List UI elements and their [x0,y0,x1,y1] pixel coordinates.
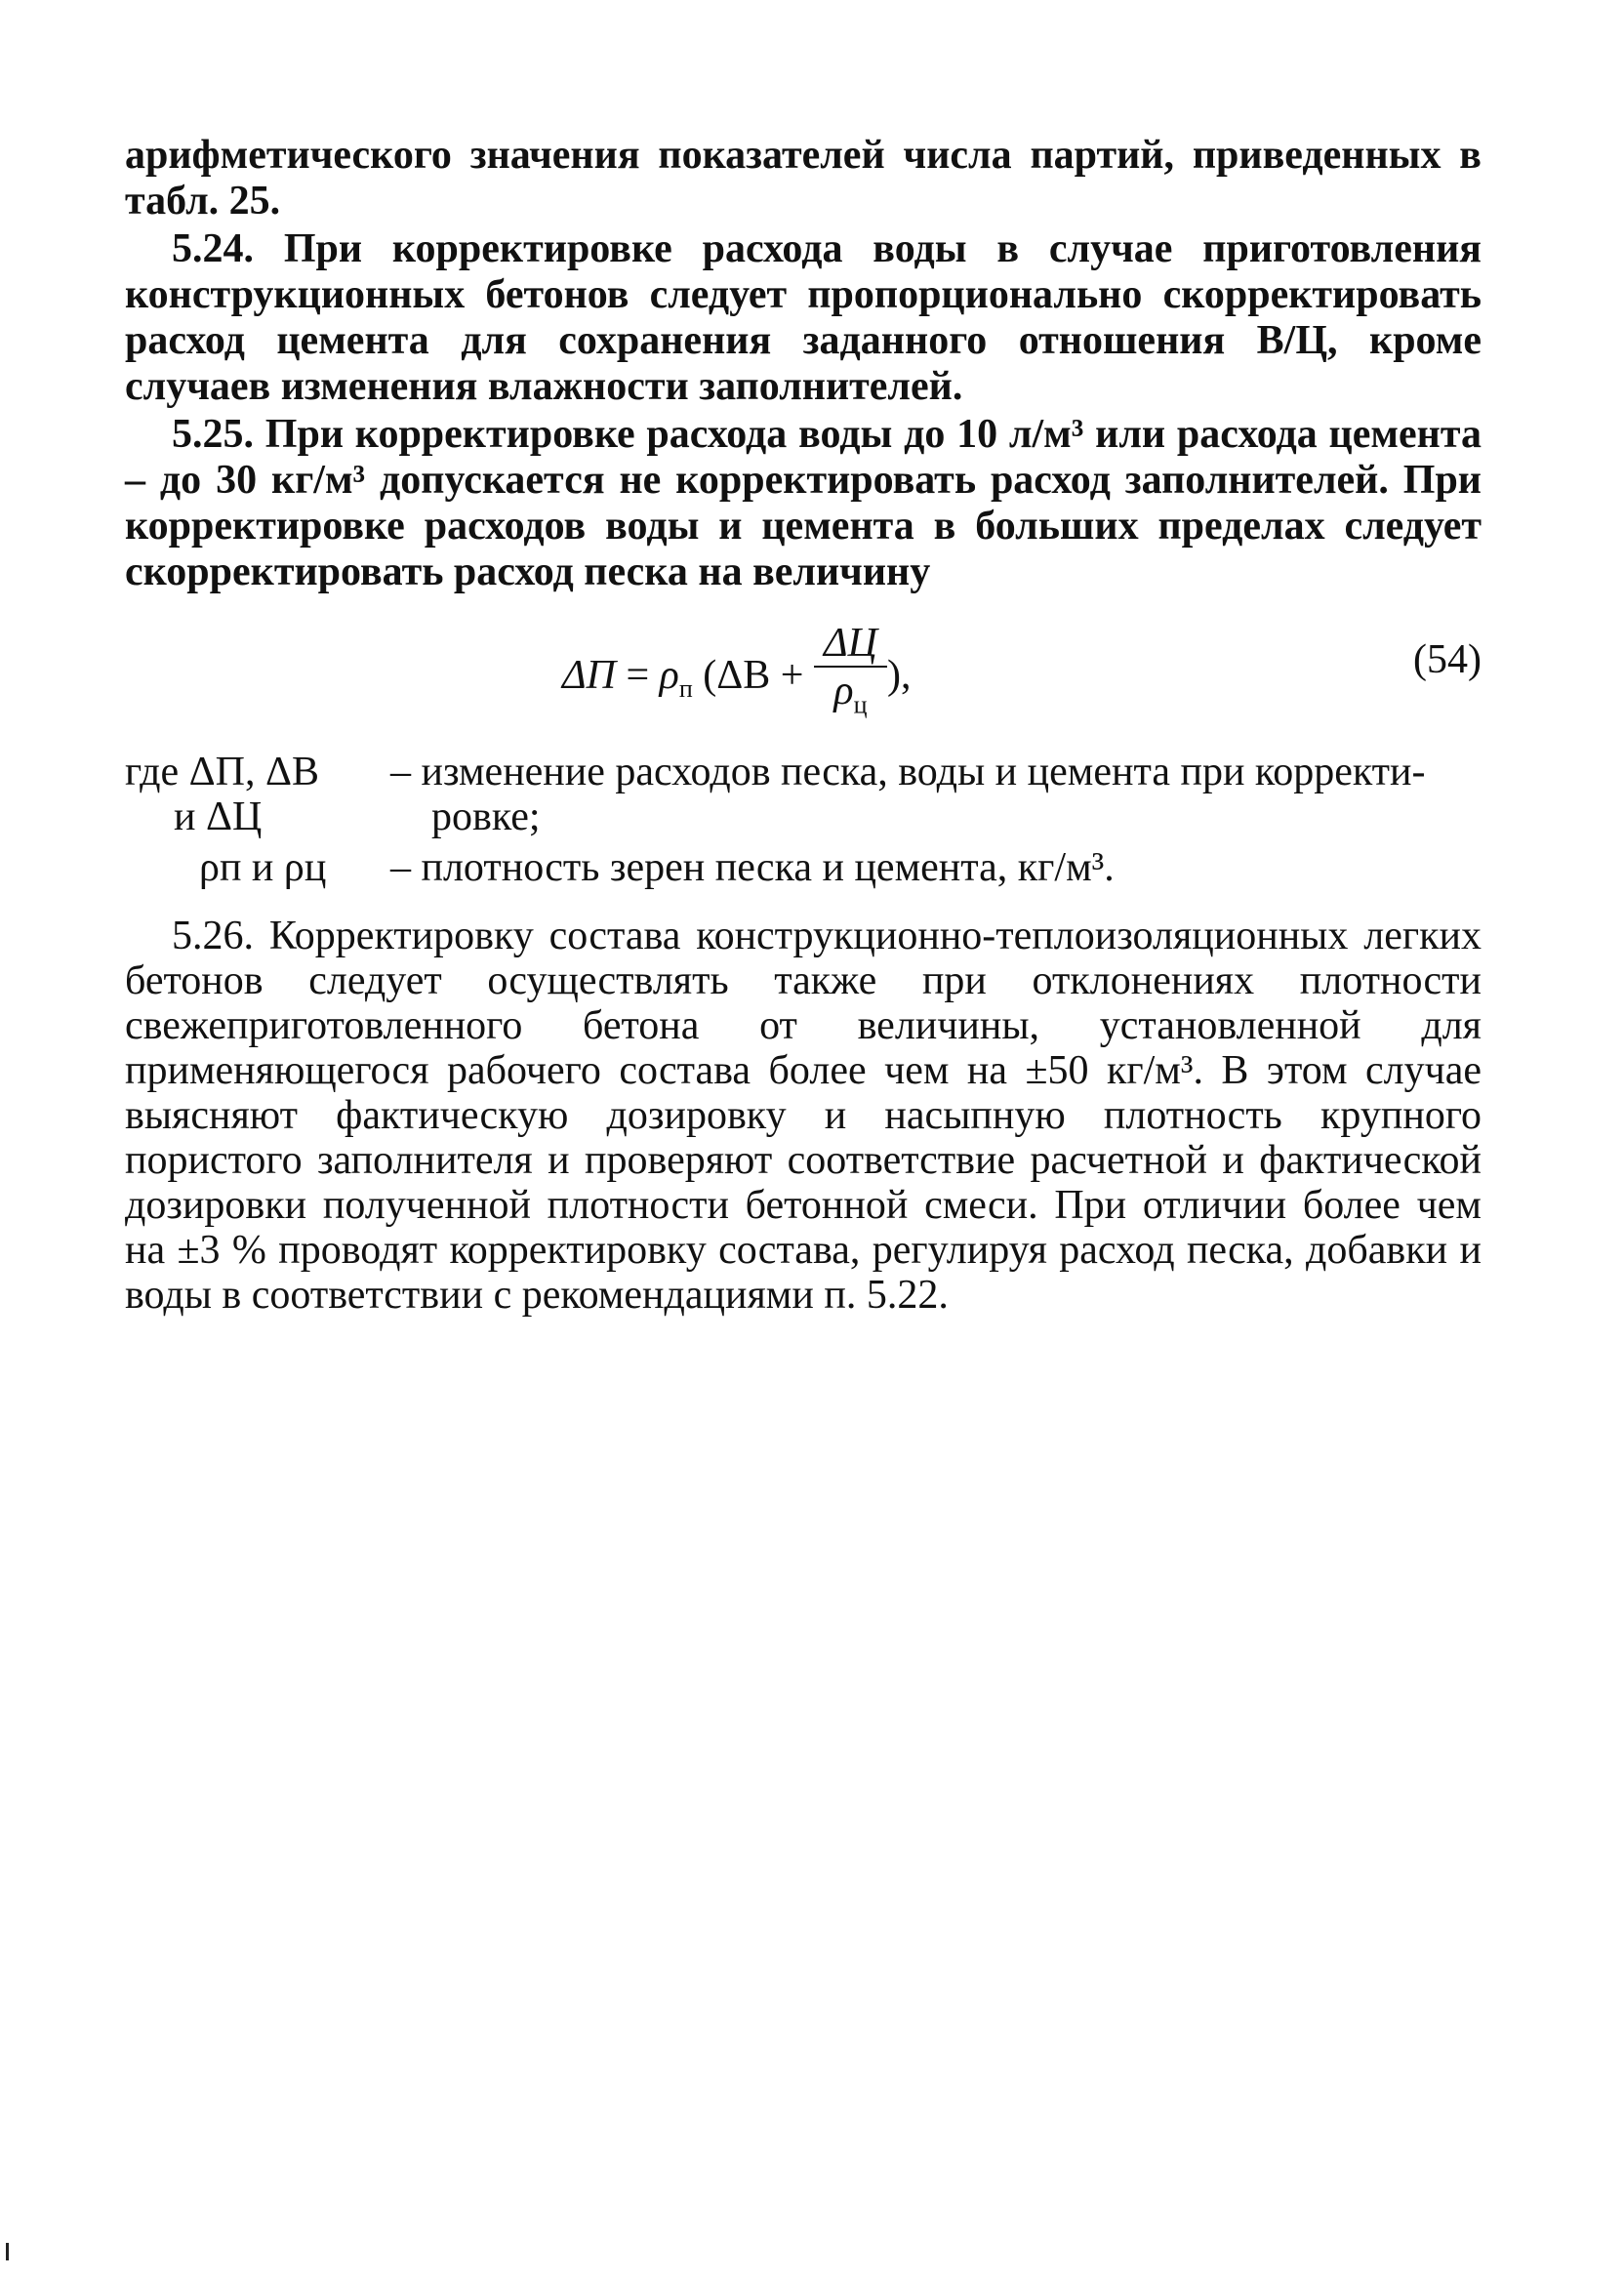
definition-description: – плотность зерен песка и цемента, кг/м³. [390,845,1115,890]
formula-lhs: ΔП [562,652,616,698]
formula-close: ), [886,652,912,698]
formula-fraction-denominator [814,668,887,728]
paragraph-5-25: 5.25. При корректировке расхода воды до 10 л/м³ или расхода цемента – до 30 кг/м³ допускается не корректировать расход заполнителей. При корректировке расходов воды и цемента в больших пределах следует скорректировать расход песка на величину [125,412,1482,594]
definition-row [125,750,1482,839]
definition-description [390,750,1482,839]
formula-den-rho: ρ [833,669,854,713]
formula-rho-sub: п [678,674,693,704]
definition-term-line1: где ΔП, ΔВ [125,750,320,794]
formula-number: (54) [1413,637,1482,682]
paragraph-5-24: 5.24. При корректировке расхода воды в случае приготовления конструкционных бетонов следует пропорционально скорректировать расход цемента для сохранения заданного отношения В/Ц, кроме случаев изменения влажности заполнителей. [125,226,1482,409]
definition-row [125,845,1482,890]
formula-54 [125,597,1482,744]
paragraph-5-26-block [125,914,1482,1318]
definitions-list [125,750,1482,890]
bold-paragraphs [125,133,1482,595]
definition-term: ρп и ρц [199,845,327,890]
formula-fraction [814,621,887,728]
formula-fraction-numerator: ΔЦ [814,621,887,668]
definition-term-line2: и ΔЦ [174,794,263,839]
formula-open: (ΔВ + [692,652,814,698]
formula-rho: ρ [659,652,679,698]
paragraph-intro: арифметического значения показателей числа партий, приведенных в табл. 25. [125,133,1482,224]
definition-term [125,750,390,839]
definition-desc-line2: ровке; [431,794,541,839]
definition-desc-line1: – изменение расходов песка, воды и цемента при корректи- [390,750,1426,794]
paragraph-5-26: 5.26. Корректировку состава конструкционно-теплоизоляционных легких бетонов следует осуществлять также при отклонениях плотности свежеприготовленного бетона от величины, установленной для применяющегося рабочего состава более чем на ±50 кг/м³. В этом случае выясняют фактическую дозировку и насыпную плотность крупного пористого заполнителя и проверяют соответствие расчетной и фактической дозировки полученной плотности бетонной смеси. При отличии более чем на ±3 % проводят корректировку состава, регулируя расход песка, добавки и воды в соответствии с рекомендациями п. 5.22. [125,914,1482,1318]
formula-den-sub: ц [853,690,868,719]
scan-margin-mark [6,2243,9,2260]
formula-body [562,621,912,732]
formula-eq: = [615,652,660,698]
